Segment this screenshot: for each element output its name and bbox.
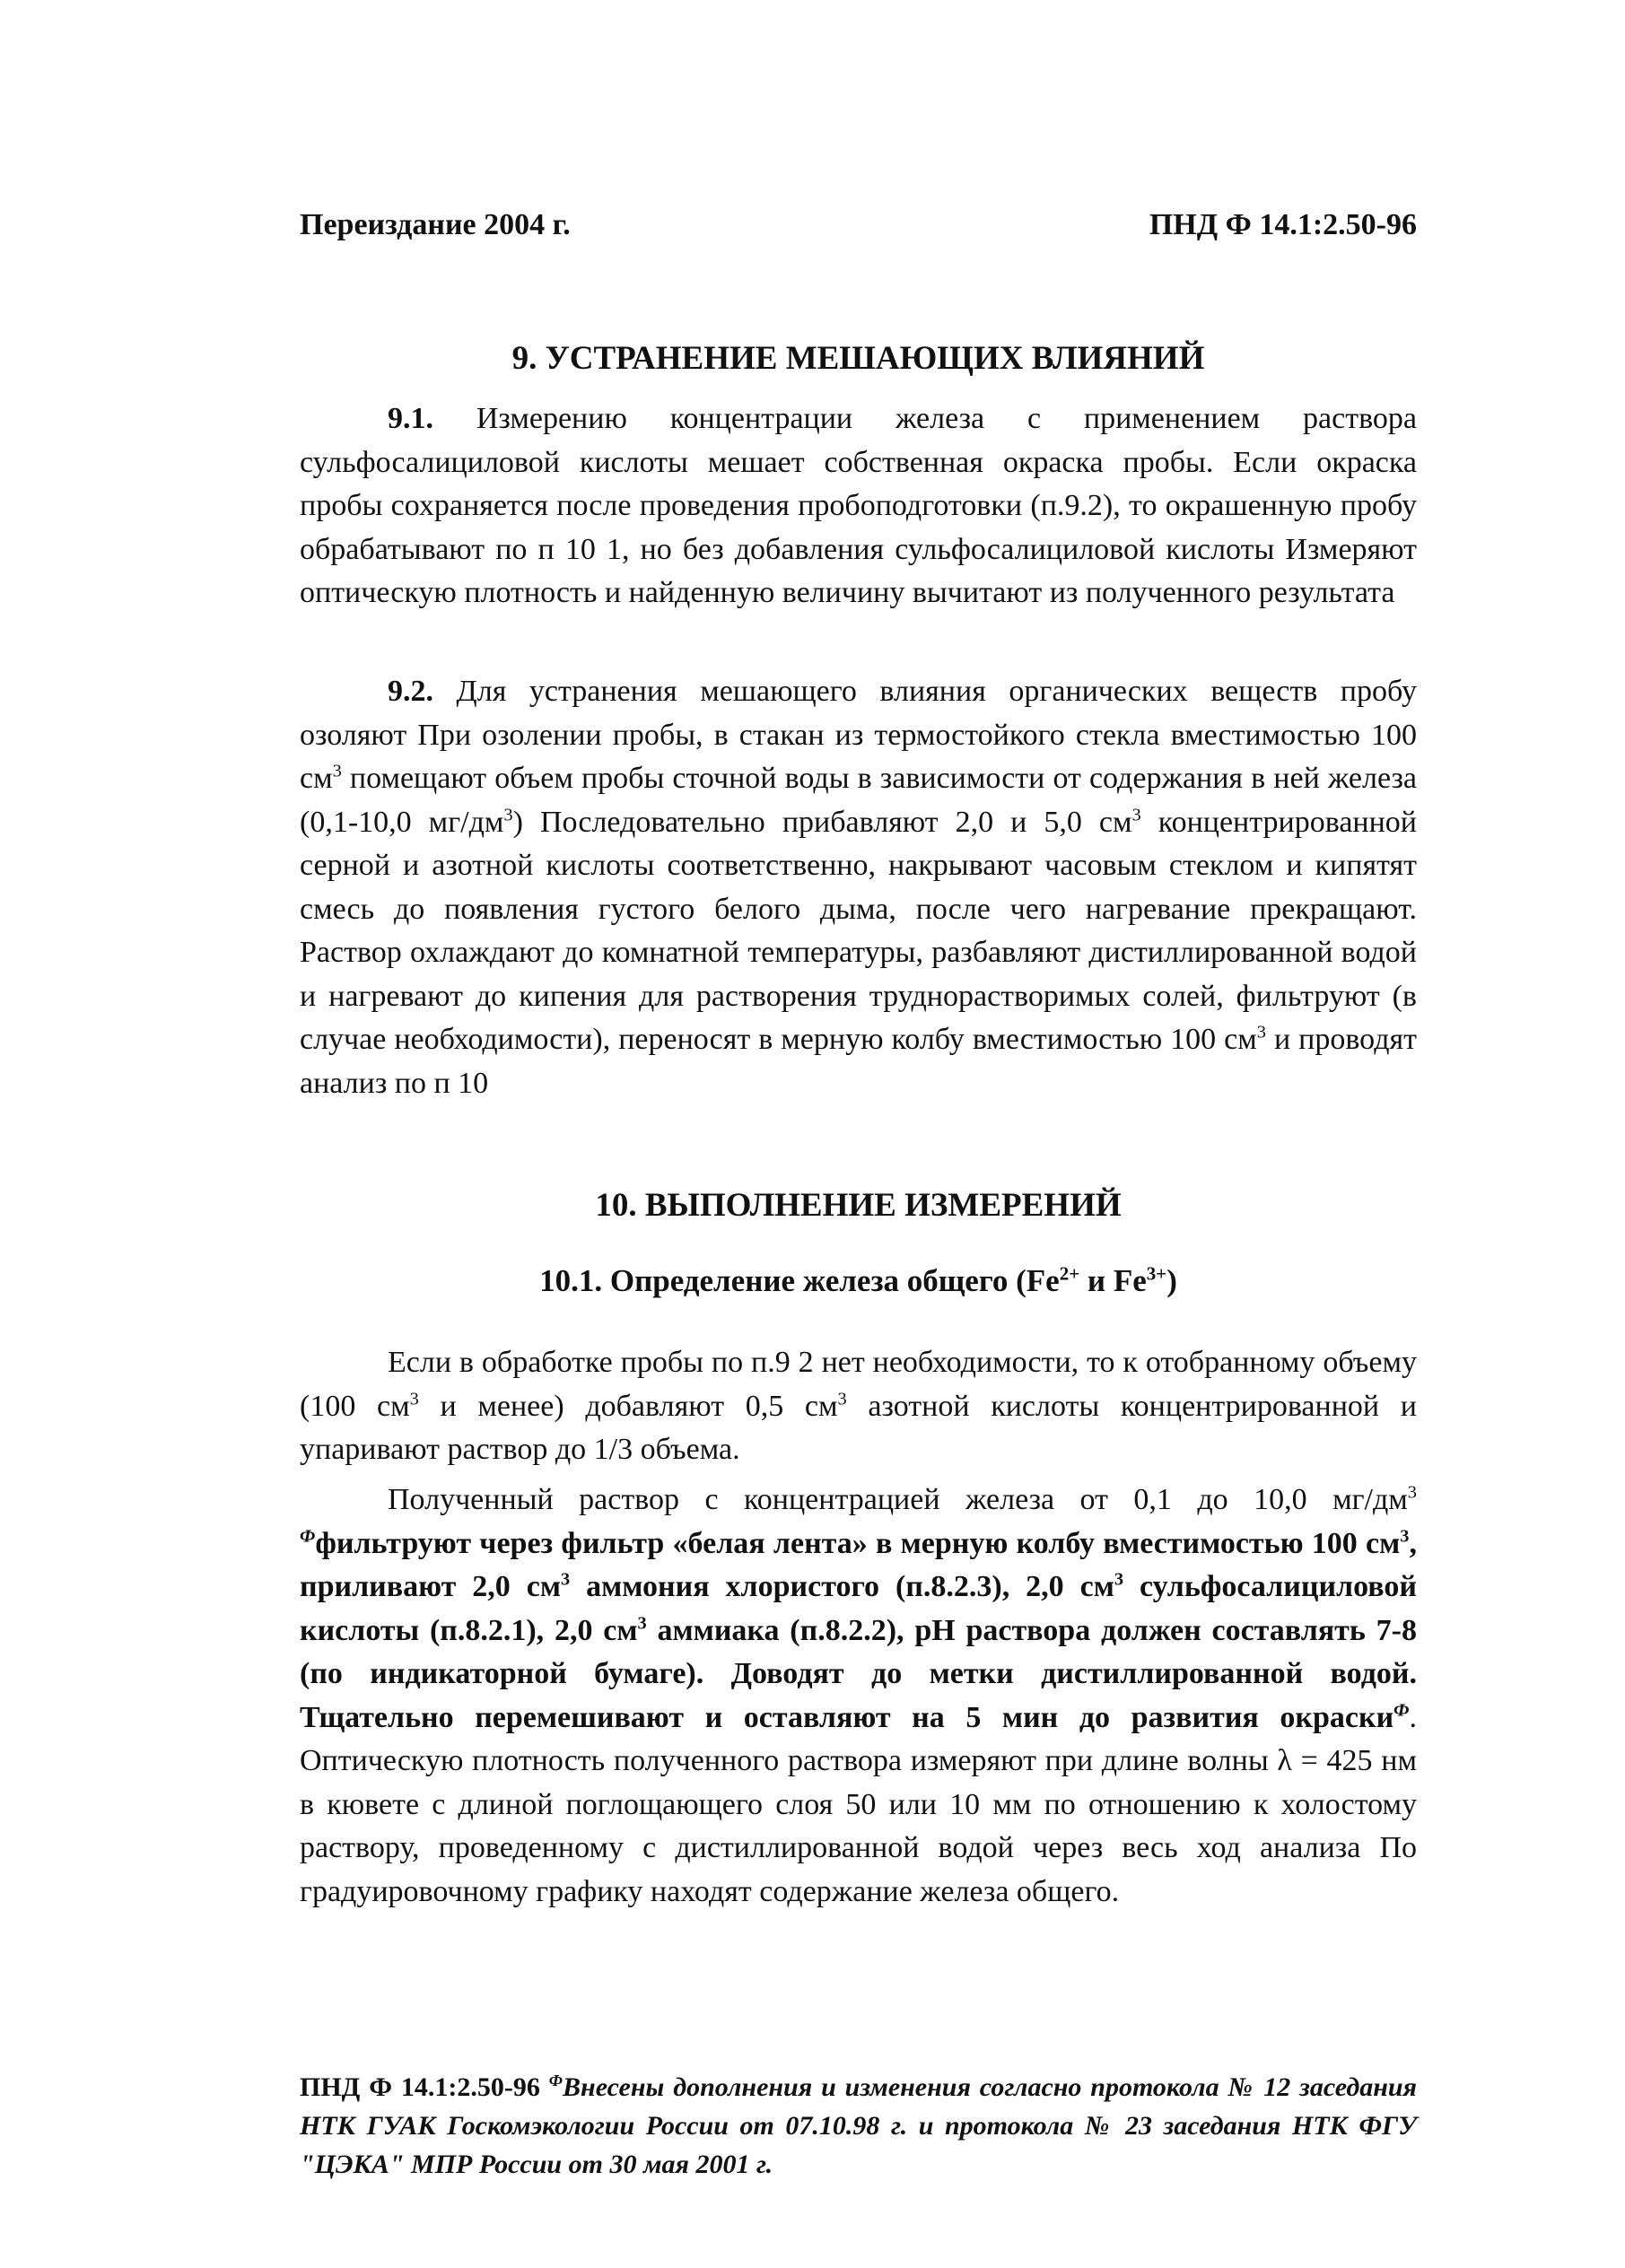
superscript: 3 xyxy=(561,1569,571,1590)
paragraph-text: концентрированной серной и азотной кислоты соответственно, накрывают часовым стеклом и кипятят смесь до появления густого белого дыма, после чего нагревание прекращают. Раствор охлаждают до комнатной температуры, разбавляют дистиллированной водой и нагревают до кипения для растворения труднорастворимых солей, фильтруют (в случае необходимости), переносят в мерную колбу вместимостью 100 см xyxy=(300,805,1417,1056)
superscript: 3 xyxy=(1400,1526,1410,1547)
paragraph-text: азотной кислоты концентрированной и упаривают раствор до 1/3 объема. xyxy=(300,1389,1417,1466)
superscript: 3 xyxy=(837,1389,847,1409)
amended-text: аммиака (п.8.2.2), pH раствора должен составлять 7-8 (по индикаторной бумаге). Доводят до метки дистиллированной водой. Тщательно перемешивают и оставляют на 5 мин до развития окраски xyxy=(300,1613,1417,1734)
superscript: 3 xyxy=(1256,1022,1266,1042)
amendment-mark: Ф xyxy=(548,2072,564,2089)
paragraph-text: Для устранения мешающего влияния органических веществ пробу озоляют При озолении пробы, в стакан из термостойкого стекла вместимостью 100 см xyxy=(300,675,1417,795)
amendment-mark: Ф xyxy=(1393,1700,1410,1721)
superscript: 3 xyxy=(1131,805,1141,825)
footnote-text: Внесены дополнения и изменения согласно протокола № 12 заседания НТК ГУАК Госкомэкологии России от 07.10.98 г. и протокола № 23 заседания НТК ФГУ "ЦЭКА" МПР России от 30 мая 2001 г. xyxy=(300,2072,1417,2179)
superscript: 3 xyxy=(503,805,513,825)
paragraph-9-1 xyxy=(300,397,1417,615)
subsection-text: ) xyxy=(1166,1263,1177,1298)
paragraph-text: и проводят анализ по п 10 xyxy=(300,1023,1418,1100)
paragraph-9-2 xyxy=(300,670,1417,1105)
paragraph-text: помещают объем пробы сточной воды в зависимости от содержания в ней железа (0,1-10,0 мг/дм xyxy=(300,762,1417,839)
amendment-mark: Ф xyxy=(300,1526,316,1547)
subsection-10-1-title xyxy=(300,1263,1417,1299)
clause-number: 9.2. xyxy=(388,675,433,708)
superscript: 3 xyxy=(409,1389,419,1409)
superscript: 3 xyxy=(1407,1482,1417,1503)
paragraph-text: Если в обработке пробы по п.9 2 нет необходимости, то к отобранному объему (100 см xyxy=(300,1346,1417,1423)
paragraph-10-1-a xyxy=(300,1341,1417,1472)
subsection-text: 10.1. Определение железа общего (Fe xyxy=(539,1263,1060,1298)
superscript: 3 xyxy=(637,1613,647,1634)
section-9-title: 9. УСТРАНЕНИЕ МЕШАЮЩИХ ВЛИЯНИЙ xyxy=(511,340,1205,377)
paragraph-text: . Оптическую плотность полученного раствора измеряют при длине волны λ = 425 нм в кювете с длиной поглощающего слоя 50 или 10 мм по отношению к холостому раствору, проведенному с дистиллированной водой через весь ход анализа По градуировочному графику находят содержание железа общего. xyxy=(300,1700,1417,1908)
subsection-text: и Fe xyxy=(1079,1263,1147,1298)
superscript: 3 xyxy=(332,761,342,781)
superscript: 3+ xyxy=(1146,1262,1167,1285)
page-header xyxy=(300,208,1417,242)
footnote xyxy=(300,2068,1417,2184)
superscript: 3 xyxy=(1114,1569,1124,1590)
paragraph-text: ) Последовательно прибавляют 2,0 и 5,0 см xyxy=(512,805,1132,839)
amended-text: аммония хлористого (п.8.2.3), 2,0 см xyxy=(570,1570,1114,1603)
document-code: ПНД Ф 14.1:2.50-96 xyxy=(1149,208,1417,241)
clause-number: 9.1. xyxy=(388,402,433,435)
amended-text: сульфосалициловой кислоты (п.8.2.1), 2,0 см xyxy=(300,1570,1417,1647)
paragraph-text: и менее) добавляют 0,5 см xyxy=(418,1389,838,1423)
paragraph-text: Полученный раствор с концентрацией железа от 0,1 до 10,0 мг/дм xyxy=(388,1483,1408,1516)
reprint-note: Переиздание 2004 г. xyxy=(300,208,571,241)
amended-text: , приливают 2,0 см xyxy=(300,1526,1417,1603)
amended-text: фильтруют через фильтр «белая лента» в мерную колбу вместимостью 100 см xyxy=(315,1526,1401,1560)
paragraph-10-1-b xyxy=(300,1479,1417,1914)
paragraph-text: Измерению концентрации железа с применением раствора сульфосалициловой кислоты мешает собственная окраска пробы. Если окраска пробы сохраняется после проведения пробоподготовки (п.9.2), то окрашенную пробу обрабатывают по п 10 1, но без добавления сульфосалициловой кислоты Измеряют оптическую плотность и найденную величину вычитают из полученного результата xyxy=(300,402,1417,609)
superscript: 2+ xyxy=(1059,1262,1080,1285)
footnote-doc-code: ПНД Ф 14.1:2.50-96 xyxy=(300,2072,549,2102)
section-10-title: 10. ВЫПОЛНЕНИЕ ИЗМЕРЕНИЙ xyxy=(595,1187,1122,1224)
